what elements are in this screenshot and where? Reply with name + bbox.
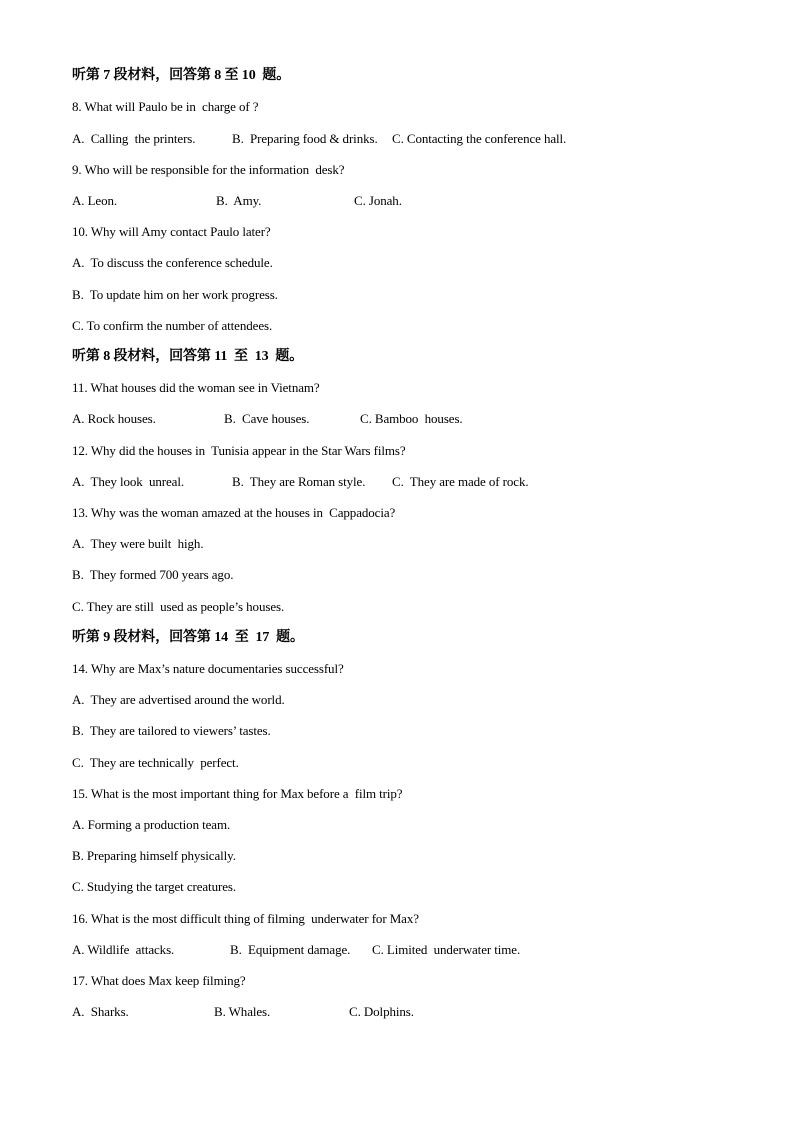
option-b: B. To update him on her work progress. (72, 287, 278, 302)
question-stem: 15. What is the most important thing for Max before a film trip? (72, 786, 403, 801)
option-a: A. They were built high. (72, 536, 204, 551)
question-stem: 10. Why will Amy contact Paulo later? (72, 224, 271, 239)
section-heading: 听第 9 段材料，回答第 14 至 17 题。 (72, 630, 304, 645)
option-a: A. Calling the printers. (72, 131, 196, 146)
option-b: B. Equipment damage. (230, 942, 351, 957)
option-row (72, 191, 732, 211)
option-b: B. Amy. (216, 193, 262, 208)
option-c: C. They are made of rock. (392, 474, 529, 489)
option-b: B. They are Roman style. (232, 474, 366, 489)
option-row (72, 409, 732, 429)
option-a: A. Leon. (72, 193, 118, 208)
section-heading: 听第 8 段材料，回答第 11 至 13 题。 (72, 349, 304, 364)
question-stem: 8. What will Paulo be in charge of ? (72, 99, 259, 114)
option-row (72, 129, 732, 149)
question-stem: 9. Who will be responsible for the information desk? (72, 162, 345, 177)
option-a: A. Rock houses. (72, 411, 156, 426)
option-b: B. Preparing himself physically. (72, 848, 236, 863)
option-row (72, 940, 732, 960)
option-a: A. They are advertised around the world. (72, 692, 285, 707)
option-c: C. Contacting the conference hall. (392, 131, 567, 146)
option-b: B. They formed 700 years ago. (72, 567, 234, 582)
option-row (72, 472, 732, 492)
question-stem: 17. What does Max keep filming? (72, 973, 246, 988)
option-b: B. Whales. (214, 1004, 271, 1019)
option-b: B. Cave houses. (224, 411, 310, 426)
option-a: A. Forming a production team. (72, 817, 231, 832)
question-stem: 16. What is the most difficult thing of filming underwater for Max? (72, 911, 419, 926)
option-c: C. Jonah. (354, 193, 402, 208)
option-c: C. Bamboo houses. (360, 411, 463, 426)
question-stem: 14. Why are Max’s nature documentaries successful? (72, 661, 344, 676)
option-c: C. Dolphins. (349, 1004, 414, 1019)
option-a: A. To discuss the conference schedule. (72, 255, 273, 270)
option-b: B. Preparing food & drinks. (232, 131, 378, 146)
option-a: A. Wildlife attacks. (72, 942, 175, 957)
option-b: B. They are tailored to viewers’ tastes. (72, 723, 271, 738)
question-stem: 13. Why was the woman amazed at the houses in Cappadocia? (72, 505, 396, 520)
option-row (72, 1002, 732, 1022)
option-c: C. They are technically perfect. (72, 755, 239, 770)
option-c: C. They are still used as people’s houses. (72, 599, 285, 614)
option-c: C. Limited underwater time. (372, 942, 521, 957)
question-stem: 11. What houses did the woman see in Vietnam? (72, 380, 320, 395)
option-c: C. To confirm the number of attendees. (72, 318, 273, 333)
option-c: C. Studying the target creatures. (72, 879, 236, 894)
question-stem: 12. Why did the houses in Tunisia appear in the Star Wars films? (72, 443, 406, 458)
option-a: A. They look unreal. (72, 474, 185, 489)
option-a: A. Sharks. (72, 1004, 129, 1019)
section-heading: 听第 7 段材料，回答第 8 至 10 题。 (72, 68, 291, 83)
